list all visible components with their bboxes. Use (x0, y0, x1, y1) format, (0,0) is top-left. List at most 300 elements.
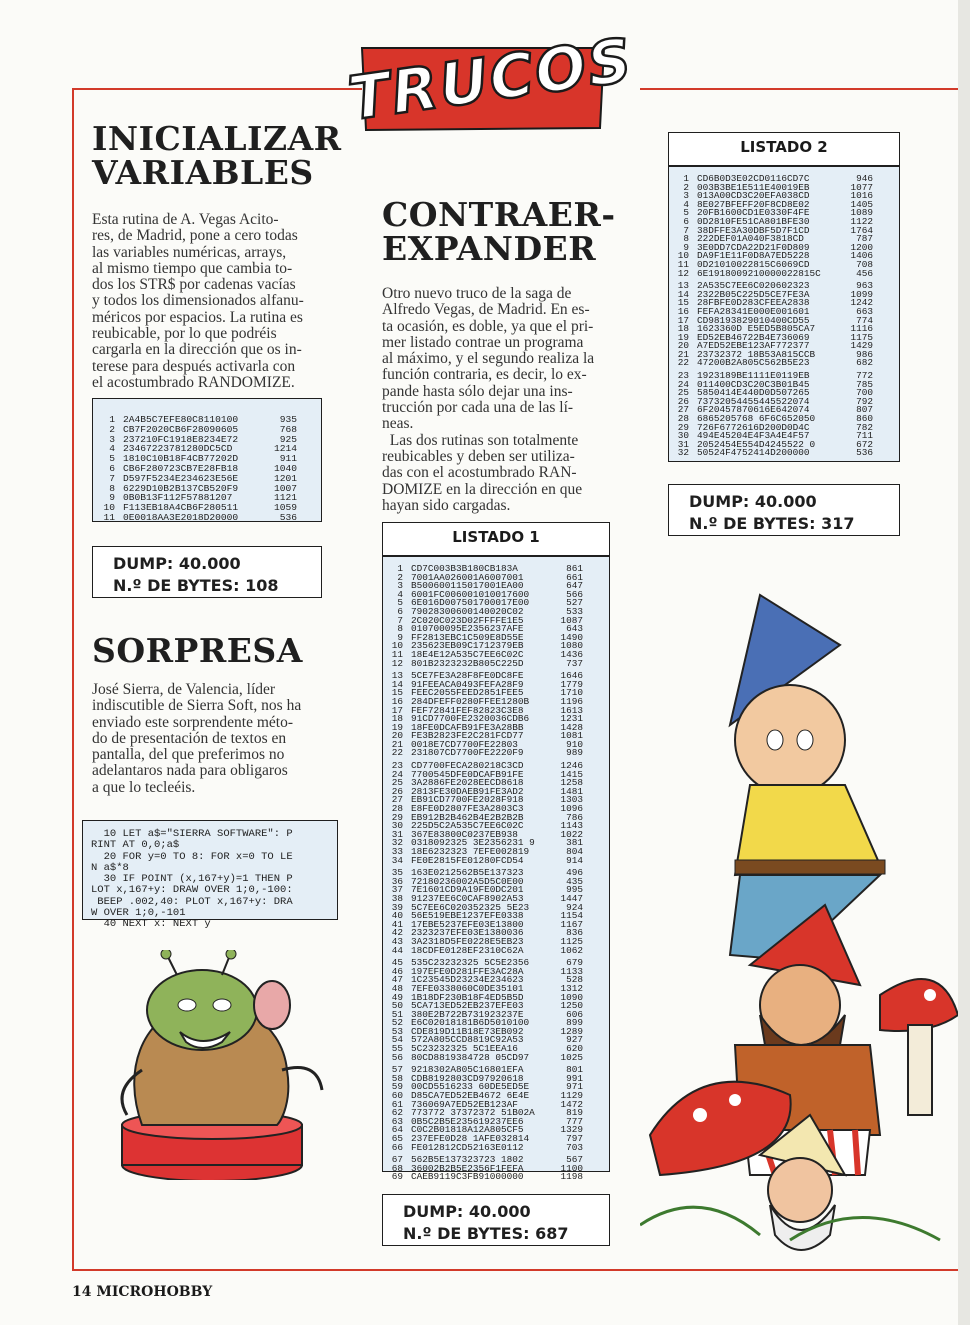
listing-row (101, 513, 297, 523)
listing-hex-data: E8FE0D2807FE3A2803C3 (411, 803, 524, 815)
listing-hex-data: 0B5C2B5E235619237EE6 (411, 1115, 524, 1127)
listing-row (389, 854, 583, 866)
article2-body (92, 682, 322, 796)
listing-line-number: 4 (109, 443, 115, 455)
listing-line-number: 16 (677, 305, 689, 317)
listing-checksum: 861 (566, 563, 583, 574)
listing-line-number: 22 (677, 357, 689, 369)
listing-hex-data: 91FEEACA0493FEFA28F9 (411, 678, 524, 690)
listing-line-number: 57 (391, 1064, 403, 1076)
listing-hex-data: 5C7EE6C020352325 5E23 (411, 901, 530, 913)
listing-hex-data: 38DFFE3A30DBF5D7F1CD (697, 224, 810, 236)
listing-hex-data: 9218302A805C16801EFA (411, 1064, 524, 1076)
body-line: cargarla en la dirección que os in- (92, 341, 302, 359)
body-line: dos los STR$ por cadenas vacías (92, 276, 296, 294)
listing-row (389, 749, 583, 758)
listing-line-number: 24 (677, 378, 689, 390)
listing-hex-data: 7EFE0338060C0DE35101 (411, 982, 524, 994)
listing-checksum: 1312 (560, 982, 583, 994)
listing-hex-data: 7700545DFE0DCAFB91FE (411, 768, 524, 780)
article1-body (92, 212, 320, 391)
banner-label: TRUCOS (344, 25, 638, 135)
article3-title-line1: CONTRAER- (382, 195, 616, 234)
listing-row (675, 449, 873, 458)
listing-line-number: 59 (391, 1081, 403, 1093)
listing-line-number: 26 (677, 395, 689, 407)
body-line: pantalla, del que preferimos no (92, 746, 285, 764)
listing-hex-data: 5850414E440D0D507265 (697, 387, 810, 399)
listing-checksum: 1100 (560, 1162, 583, 1174)
listing-checksum: 986 (856, 348, 873, 360)
listing-checksum: 606 (566, 1008, 583, 1020)
body-line: las variables numéricas, arrays, (92, 243, 287, 261)
body-line: méricos por espacios. La rutina es (92, 308, 303, 326)
listing-checksum: 1613 (560, 704, 583, 716)
listing-hex-data: 231807CD7700FE2220F9 (411, 747, 524, 759)
bytes-label: N.º DE BYTES: 108 (113, 576, 279, 595)
listing-row (675, 359, 873, 368)
listing-row (389, 944, 583, 956)
listing-line-number: 19 (391, 721, 403, 733)
listing-checksum: 1016 (850, 190, 873, 202)
listing-line-number: 43 (391, 935, 403, 947)
listing-line-number: 17 (677, 314, 689, 326)
listing-hex-data: 6865205768 6F6C652050 (697, 413, 816, 425)
body-line: hayan sido cargadas. (382, 496, 511, 514)
listing-hex-data: 17EBE5237EFE03E13800 (411, 918, 524, 930)
listing-hex-data: DA9F1E11F0D8A7ED5228 (697, 250, 810, 262)
listing-line-number: 12 (391, 657, 403, 669)
listing-line-number: 53 (391, 1025, 403, 1037)
listing-hex-data: 5CE7FE3A28F8FE0DC8FE (411, 670, 524, 682)
listing-checksum: 1231 (560, 713, 583, 725)
listing-checksum: 772 (856, 370, 873, 382)
listing-hex-data: EB912B2B462B4E2B2B2B (411, 811, 524, 823)
listing-line-number: 31 (391, 828, 403, 840)
listing-checksum: 1121 (273, 492, 297, 504)
listing-checksum: 1415 (560, 768, 583, 780)
dump-label: DUMP: 40.000 (689, 492, 817, 511)
listing-checksum: 620 (566, 1043, 583, 1055)
listing-hex-data: 197EFE0D281FFE3AC28A (411, 965, 524, 977)
listing-line-number: 25 (391, 777, 403, 789)
listing-hex-data: 1C23545D23234E234623 (411, 974, 524, 986)
body-line: DOMIZE en la dirección en que (382, 480, 583, 498)
listing-checksum: 1710 (560, 687, 583, 699)
listing-hex-data: 91237EE6C0CAF8902A53 (411, 892, 524, 904)
listing-checksum: 910 (566, 738, 583, 750)
listing-line-number: 1 (109, 414, 115, 425)
listing-checksum: 1214 (273, 443, 297, 455)
listing-hex-data: 2323237EFE03E1380036 (411, 927, 524, 939)
listing-checksum: 1406 (850, 250, 873, 262)
body-line: el acostumbrado RANDOMIZE. (92, 373, 295, 391)
listing-line-number: 4 (397, 588, 403, 600)
listing-checksum: 1122 (850, 215, 873, 227)
listing-hex-data: 535C23232325 5C5E2356 (411, 957, 530, 969)
listing-line-number: 42 (391, 927, 403, 939)
listing-hex-data: 18E4E12A535C7EE6C02C (411, 648, 524, 660)
listing-hex-data: FE3B2823FE2C281FCD77 (411, 730, 524, 742)
listing-line-number: 38 (391, 892, 403, 904)
listing-checksum: 792 (856, 395, 873, 407)
listing-expander (668, 166, 900, 462)
frame-bottom (72, 1269, 970, 1271)
body-line: indiscutible de Sierra Soft, nos ha (92, 697, 302, 715)
listing-line-number: 49 (391, 991, 403, 1003)
listing-checksum: 647 (566, 580, 583, 592)
listing-checksum: 567 (566, 1154, 583, 1166)
listing-hex-data: 163E0212562B5E137323 (411, 867, 524, 879)
listing-checksum: 819 (566, 1107, 583, 1119)
listing-line-number: 13 (391, 670, 403, 682)
listing-line-number: 14 (677, 288, 689, 300)
listing-hex-data: CD6B0D3E02CD0116CD7C (697, 173, 810, 184)
listing-line-number: 26 (391, 785, 403, 797)
page-footer: 14 MICROHOBBY (72, 1284, 213, 1300)
listing-hex-data: 18CDFE0128EF2310C62A (411, 944, 524, 956)
listing-hex-data: 18E6232323 7EFE002819 (411, 846, 530, 857)
listing-hex-data: CAEB9119C3FB91000000 (411, 1171, 524, 1183)
listing-checksum: 1472 (560, 1098, 583, 1110)
frame-left (72, 88, 74, 1271)
listing-line-number: 21 (391, 738, 403, 750)
listing-hex-data: 494E45204E4F3A4E4F57 (697, 430, 810, 442)
listing-hex-data: F113EB18A4CB6F280511 (123, 502, 239, 514)
listing-contraer-rows (389, 565, 583, 1182)
listing-line-number: 63 (391, 1115, 403, 1127)
monster-illustration (82, 950, 342, 1180)
listing-line-number: 22 (391, 747, 403, 759)
listing-hex-data: 3A2318D5FE0228E5EB23 (411, 935, 524, 947)
listing-checksum: 1167 (560, 918, 583, 930)
listing-hex-data: 237210FC1918E8234E72 (123, 433, 239, 445)
body-line: Alfredo Vegas, de Madrid. En es- (382, 301, 590, 319)
listing-checksum: 1022 (560, 828, 583, 840)
listing-line-number: 9 (109, 492, 115, 504)
listing-hex-data: CD7C003B3B180CB183A (411, 563, 518, 574)
listing-checksum: 527 (566, 597, 583, 609)
listing-line-number: 68 (391, 1162, 403, 1174)
listing-checksum: 1303 (560, 794, 583, 806)
listing-checksum: 836 (566, 927, 583, 939)
article3-title (382, 195, 616, 268)
body-line: RINT AT 0,0;a$ (91, 839, 180, 852)
body-line: función contraria, es decir, lo ex- (382, 366, 587, 384)
listing-line-number: 51 (391, 1008, 403, 1020)
article2-title: SORPRESA (92, 631, 303, 670)
body-line: pande hasta sólo dejar una ins- (382, 382, 573, 400)
listing-contraer (382, 556, 610, 1183)
listing-checksum: 1089 (850, 207, 873, 219)
listing-hex-data: 2813FE30DAEB91FE3AD2 (411, 785, 524, 797)
listing-line-number: 60 (391, 1090, 403, 1102)
listing-checksum: 533 (566, 605, 583, 617)
listing-line-number: 35 (391, 867, 403, 879)
listing-hex-data: 2052454E554D4245522 0 (697, 438, 816, 450)
body-line: a que lo tecleéis. (92, 778, 196, 796)
listado1-title: LISTADO 1 (382, 522, 610, 556)
listing-row (675, 267, 873, 279)
listing-line-number: 47 (391, 974, 403, 986)
listing-line-number: 15 (391, 687, 403, 699)
listing-hex-data: 5C23232325 5C1EEA16 (411, 1043, 518, 1055)
article1-title (92, 119, 342, 192)
listing-hex-data: 6E016D007501700017E00 (411, 597, 530, 609)
listing-hex-data: 284DFEFF0280FFEE1280B (411, 695, 530, 707)
listing-hex-data: 79028300600140020C02 (411, 605, 524, 617)
listing-checksum: 737 (566, 657, 583, 669)
listing-checksum: 1175 (850, 331, 873, 343)
listing-hex-data: 235623EB09C1712379EB (411, 640, 524, 652)
listing-line-number: 29 (677, 421, 689, 433)
listing-checksum: 700 (856, 387, 873, 399)
listing-hex-data: 222DEF01A040F3818CD (697, 233, 804, 245)
listing-hex-data: 7001AA026001A6007001 (411, 571, 524, 583)
listing-line-number: 37 (391, 884, 403, 896)
listing-checksum: 663 (856, 305, 873, 317)
listing-checksum: 1081 (560, 730, 583, 742)
listing-checksum: 963 (856, 280, 873, 292)
listing-line-number: 10 (677, 250, 689, 262)
listing-variables (92, 398, 322, 522)
listing-hex-data: 773772 37372372 51B02A (411, 1107, 535, 1119)
listing-checksum: 1429 (850, 340, 873, 352)
listing-hex-data: 801B2323232B805C225D (411, 657, 524, 669)
listado2-title: LISTADO 2 (668, 132, 900, 166)
listing-hex-data: 572A805CCD8819C92A53 (411, 1034, 524, 1046)
listing-checksum: 801 (566, 1064, 583, 1076)
listing-checksum: 1447 (560, 892, 583, 904)
listing-line-number: 9 (683, 241, 689, 253)
body-line: W OVER 1;0,-101 (91, 907, 186, 920)
listing-line-number: 67 (391, 1154, 403, 1166)
listing-checksum: 1481 (560, 785, 583, 797)
listing-checksum: 1025 (560, 1051, 583, 1063)
listing-checksum: 1007 (273, 482, 297, 494)
listing-hex-data: 8E027BFEFF20F8CD8E02 (697, 198, 810, 210)
listing-checksum: 682 (856, 357, 873, 369)
listing-hex-data: 0E0018AA3E2018D20000 (123, 511, 239, 523)
listing-expander-rows (675, 175, 873, 458)
listing-checksum: 782 (856, 421, 873, 433)
listing-hex-data: 0318092325 3E2356231 9 (411, 837, 535, 849)
listing-checksum: 708 (856, 258, 873, 270)
listing-line-number: 61 (391, 1098, 403, 1110)
body-line: 40 NEXT x: NEXT y (91, 918, 211, 931)
listing-hex-data: 73732054455445522074 (697, 395, 810, 407)
listing-hex-data: 6001FC006001010017600 (411, 588, 530, 600)
page-edge (958, 0, 970, 1325)
body-line: adelantaros nada para obligaros (92, 762, 288, 780)
listing-checksum: 1116 (850, 323, 873, 335)
listing-checksum: 1490 (560, 631, 583, 643)
body-line: Esta rutina de A. Vegas Acito- (92, 211, 279, 228)
listing-hex-data: 1623360D E5ED5B805CA7 (697, 323, 816, 335)
listing-checksum: 566 (566, 588, 583, 600)
listing-row (389, 1141, 583, 1153)
listing-hex-data: D597F5234E234623E56E (123, 472, 239, 484)
dump-box-contraer (382, 1194, 610, 1246)
listing-hex-data: CD98193829010400CD55 (697, 314, 810, 326)
listing-line-number: 52 (391, 1017, 403, 1029)
listing-hex-data: 23732372 18B53A815CCB (697, 348, 816, 360)
article1-title-line1: INICIALIZAR (92, 119, 342, 158)
listing-hex-data: 736069A7ED52EB123AF (411, 1098, 518, 1110)
listing-line-number: 32 (677, 447, 689, 459)
listing-checksum: 1080 (560, 640, 583, 652)
listing-checksum: 1289 (560, 1025, 583, 1037)
listing-checksum: 536 (279, 511, 297, 523)
listing-hex-data: CB7F2020CB6F28090605 (123, 423, 239, 435)
listing-line-number: 29 (391, 811, 403, 823)
listing-line-number: 24 (391, 768, 403, 780)
listing-checksum: 1062 (560, 944, 583, 956)
listing-line-number: 12 (677, 267, 689, 279)
listing-checksum: 989 (566, 747, 583, 759)
listing-line-number: 19 (677, 331, 689, 343)
listing-line-number: 33 (391, 846, 403, 857)
body-line: José Sierra, de Valencia, líder (92, 681, 276, 698)
listing-checksum: 768 (279, 423, 297, 435)
listing-line-number: 27 (677, 404, 689, 416)
listing-checksum: 1154 (560, 910, 583, 922)
listing-hex-data: 36002B2B5E2356F1FEFA (411, 1162, 524, 1174)
listing-checksum: 1090 (560, 991, 583, 1003)
listing-line-number: 5 (683, 207, 689, 219)
listing-hex-data: 18FE0DCAFB91FE3A28BB (411, 721, 524, 733)
listing-line-number: 46 (391, 965, 403, 977)
listing-line-number: 69 (391, 1171, 403, 1183)
listing-line-number: 2 (109, 423, 115, 435)
listing-checksum: 661 (566, 571, 583, 583)
listing-line-number: 8 (683, 233, 689, 245)
listing-line-number: 17 (391, 704, 403, 716)
listing-line-number: 9 (397, 631, 403, 643)
article3-title-line2: EXPANDER (382, 228, 597, 268)
listing-line-number: 5 (397, 597, 403, 609)
listing-line-number: 3 (683, 190, 689, 202)
listing-hex-data: D85CA7ED52EB4672 6E4E (411, 1090, 530, 1102)
listing-checksum: 1242 (850, 297, 873, 309)
listing-checksum: 672 (856, 438, 873, 450)
listing-checksum: 1436 (560, 648, 583, 660)
listing-line-number: 3 (109, 433, 115, 445)
listing-checksum: 496 (566, 867, 583, 879)
listing-hex-data: 5CA713ED52EB237EFE03 (411, 1000, 524, 1012)
listing-checksum: 1405 (850, 198, 873, 210)
listing-checksum: 899 (566, 1017, 583, 1029)
listing-hex-data: FEFA28341E000E001601 (697, 305, 810, 317)
listing-hex-data: 2A4B5C7EFE80C8110100 (123, 414, 239, 425)
listing-checksum: 1096 (560, 803, 583, 815)
listing-hex-data: 010700095E2356237AFE (411, 623, 524, 635)
listing-hex-data: EB91CD7700FE2028F918 (411, 794, 524, 806)
listing-line-number: 3 (397, 580, 403, 592)
body-line: das con el acostumbrado RAN- (382, 464, 577, 482)
body-line: Otro nuevo truco de la saga de (382, 285, 572, 302)
listing-hex-data: 1810C10B18F4CB77202D (123, 453, 239, 465)
listing-line-number: 18 (677, 323, 689, 335)
listing-hex-data: FE0E2815FE01280FCD54 (411, 854, 524, 866)
listing-checksum: 1133 (560, 965, 583, 977)
listing-checksum: 991 (566, 1072, 583, 1084)
listing-checksum: 925 (279, 433, 297, 445)
body-line: Las dos rutinas son totalmente (382, 431, 579, 449)
listing-checksum: 1764 (850, 224, 873, 236)
listing-line-number: 16 (391, 695, 403, 707)
listing-hex-data: 2C020C023D02FFFFE1E5 (411, 614, 524, 626)
listing-hex-data: FE012812CD52163E0112 (411, 1141, 524, 1153)
listing-line-number: 18 (391, 713, 403, 725)
listing-hex-data: 011400CD3C20C3B01B45 (697, 378, 810, 390)
body-line: 30 IF POINT (x,167+y)=1 THEN P (91, 873, 293, 886)
listing-checksum: 797 (566, 1133, 583, 1144)
body-line: N a$*8 (91, 861, 129, 874)
listing-checksum: 643 (566, 623, 583, 635)
listing-hex-data: 47200B2A805C562B5E23 (697, 357, 810, 369)
listing-line-number: 5 (109, 453, 115, 465)
listing-line-number: 11 (103, 511, 115, 523)
listing-hex-data: FEEC2055FEED2851FEE5 (411, 687, 524, 699)
frame-top-right (640, 88, 970, 90)
listing-checksum: 807 (856, 404, 873, 416)
listing-line-number: 11 (677, 258, 689, 270)
listing-line-number: 14 (391, 678, 403, 690)
listing-line-number: 66 (391, 1141, 403, 1153)
listing-checksum: 703 (566, 1141, 583, 1153)
listing-line-number: 30 (677, 430, 689, 442)
listing-checksum: 914 (566, 854, 583, 866)
listing-hex-data: 1923189BE1111E0119EB (697, 370, 810, 382)
body-line: 10 LET a$="SIERRA SOFTWARE": P (91, 828, 293, 840)
listing-line-number: 50 (391, 1000, 403, 1012)
listing-hex-data: 50524F4752414D200000 (697, 447, 810, 459)
dump-label: DUMP: 40.000 (403, 1202, 531, 1221)
listing-line-number: 30 (391, 820, 403, 832)
listing-line-number: 13 (677, 280, 689, 292)
listing-row (389, 657, 583, 669)
listing-hex-data: 72180236002A5D5C0E00 (411, 875, 524, 887)
listing-checksum: 927 (566, 1034, 583, 1046)
listing-line-number: 7 (109, 472, 115, 484)
listing-line-number: 28 (391, 803, 403, 815)
listing-hex-data: E6C02018181B6D5010100 (411, 1017, 530, 1029)
listing-hex-data: 56E519EBE1237EFE0338 (411, 910, 524, 922)
listing-checksum: 1428 (560, 721, 583, 733)
listing-line-number: 54 (391, 1034, 403, 1046)
bytes-label: N.º DE BYTES: 687 (403, 1224, 569, 1243)
listing-checksum: 1198 (560, 1171, 583, 1183)
listing-checksum: 785 (856, 378, 873, 390)
listing-line-number: 40 (391, 910, 403, 922)
listing-line-number: 44 (391, 944, 403, 956)
listing-hex-data: 0018E7CD7700FE22803 (411, 738, 518, 750)
listing-hex-data: A7ED52EBE123AF772377 (697, 340, 810, 352)
listing-hex-data: 0D21010022815C6069CD (697, 258, 810, 270)
body-line: BEEP .002,40: PLOT x,167+y: DRA (91, 895, 293, 908)
listing-hex-data: 003B3BE1E511E40019EB (697, 181, 810, 193)
listing-checksum: 1087 (560, 614, 583, 626)
listing-line-number: 32 (391, 837, 403, 849)
listing-checksum: 924 (566, 901, 583, 913)
listing-line-number: 7 (397, 614, 403, 626)
listing-checksum: 777 (566, 1115, 583, 1127)
listing-hex-data: 7E1601CD9A19FE0DC201 (411, 884, 524, 896)
listing-checksum: 1646 (560, 670, 583, 682)
body-line: do de presentación de textos en (92, 729, 287, 747)
listing-hex-data: 00CD5516233 60DE5ED5E (411, 1081, 530, 1093)
